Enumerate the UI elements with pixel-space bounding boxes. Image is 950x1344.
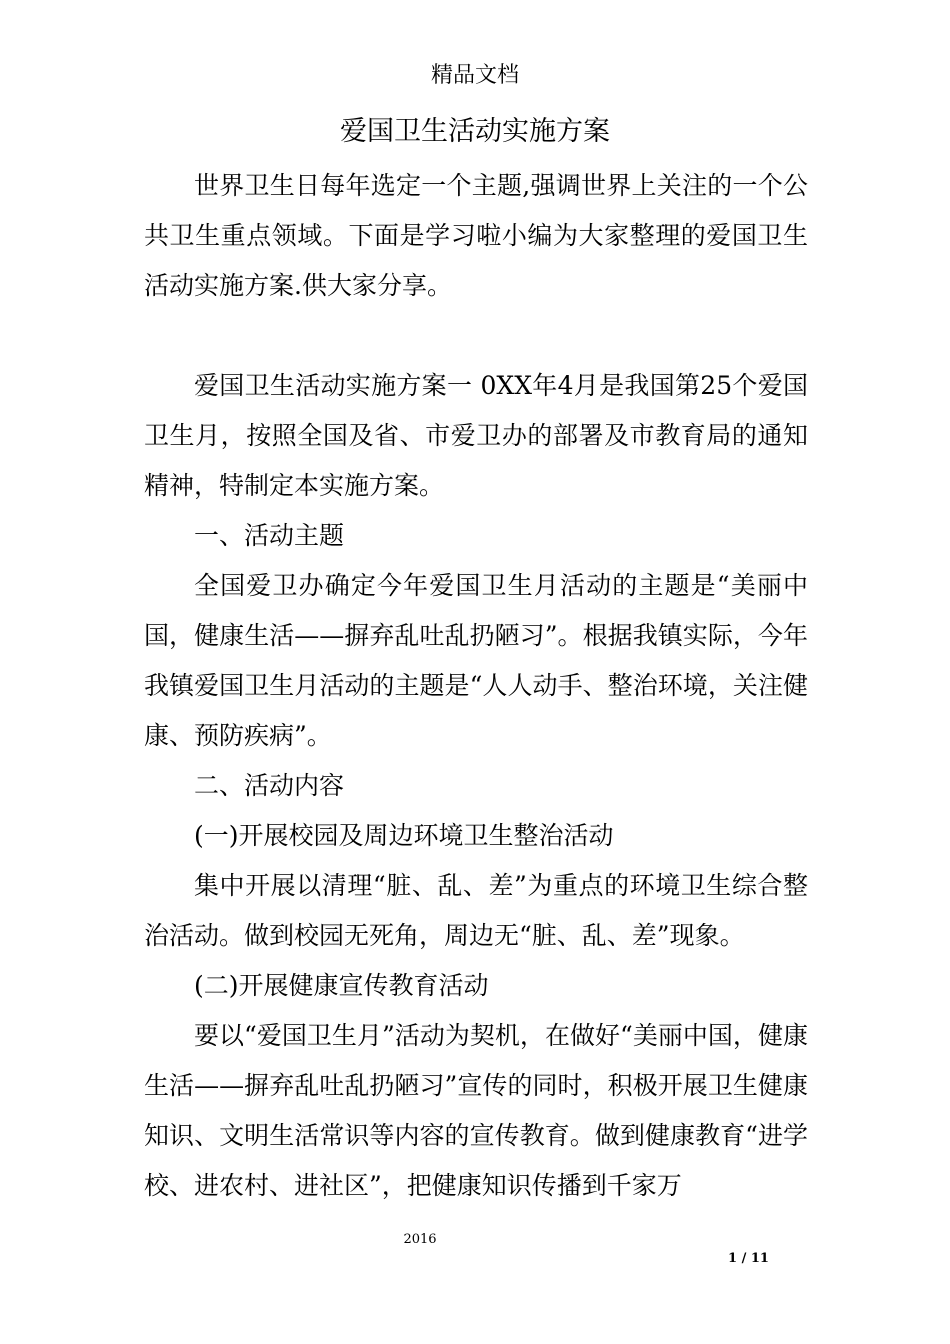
campus-paragraph: 集中开展以清理“脏、乱、差”为重点的环境卫生综合整治活动。做到校园无死角，周边无“脏、乱、差”现象。: [144, 871, 808, 950]
subsection-heading-education: (二)开展健康宣传教育活动: [194, 971, 489, 1000]
theme-paragraph: 全国爱卫办确定今年爱国卫生月活动的主题是“美丽中国，健康生活——摒弃乱吐乱扔陋习”。根据我镇实际，今年我镇爱国卫生月活动的主题是“人人动手、整治环境，关注健康、预防疾病”。: [144, 571, 808, 750]
footer-year: 2016: [403, 1232, 437, 1247]
document-title: 爱国卫生活动实施方案: [340, 116, 610, 147]
plan-one-paragraph: 爱国卫生活动实施方案一 0XX年4月是我国第25个爱国卫生月，按照全国及省、市爱卫办的部署及市教育局的通知精神，特制定本实施方案。: [144, 371, 808, 500]
section-heading-theme: 一、活动主题: [194, 521, 345, 550]
document-body: [144, 161, 808, 1211]
intro-paragraph: 世界卫生日每年选定一个主题,强调世界上关注的一个公共卫生重点领域。下面是学习啦小编为大家整理的爱国卫生活动实施方案.供大家分享。: [144, 171, 808, 300]
page-number: 1 / 11: [728, 1251, 769, 1266]
document-header: 精品文档: [430, 63, 519, 88]
subsection-heading-campus: (一)开展校园及周边环境卫生整治活动: [194, 821, 614, 850]
section-heading-content: 二、活动内容: [194, 771, 345, 800]
education-paragraph: 要以“爱国卫生月”活动为契机，在做好“美丽中国，健康生活——摒弃乱吐乱扔陋习”宣传的同时，积极开展卫生健康知识、文明生活常识等内容的宣传教育。做到健康教育“进学校、进农村、进社区”，把健康知识传播到千家万: [144, 1021, 808, 1200]
